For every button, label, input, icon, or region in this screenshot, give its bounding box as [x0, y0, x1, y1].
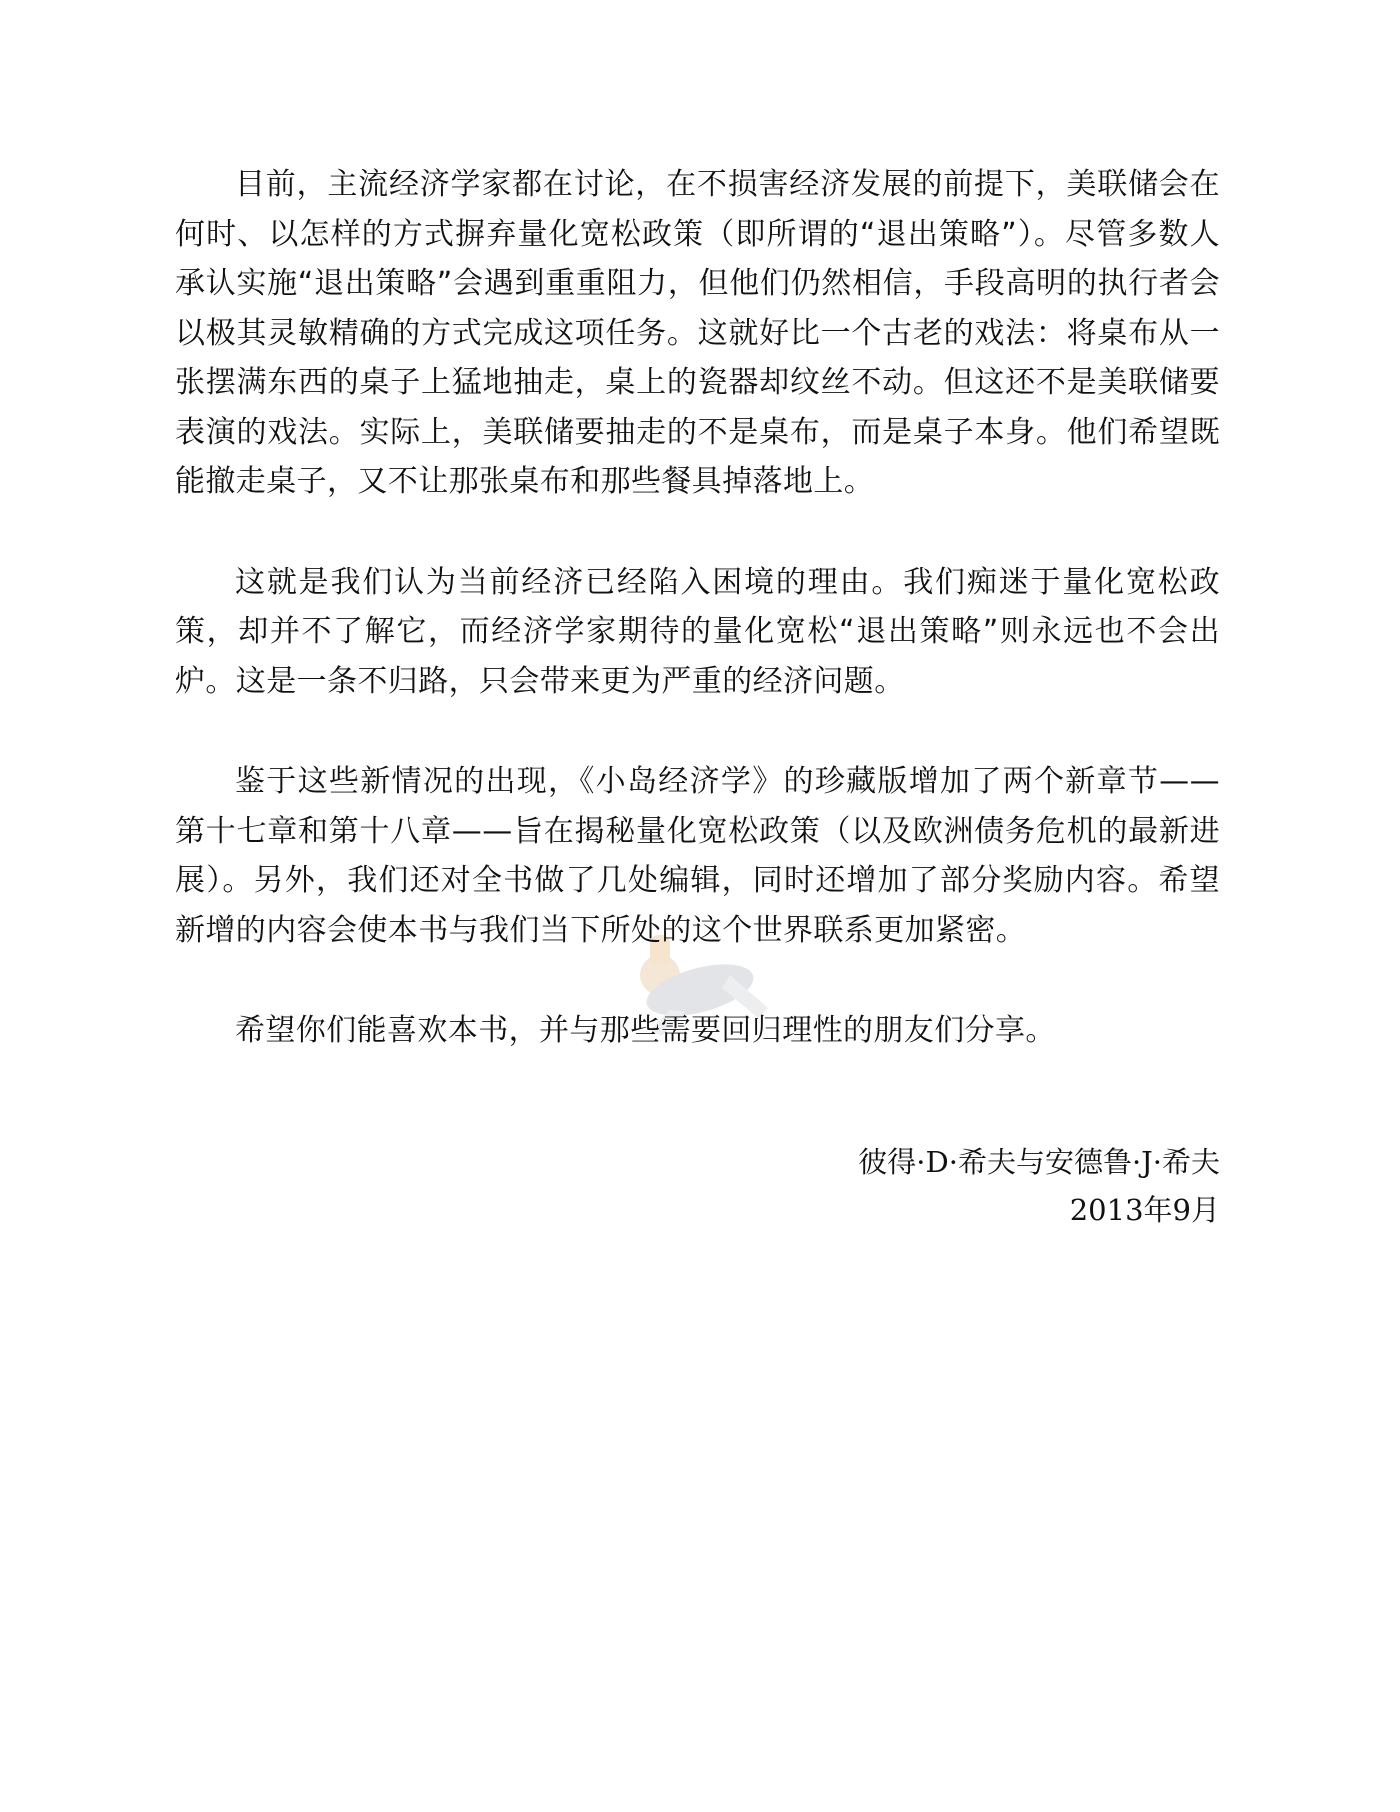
paragraph-4: 希望你们能喜欢本书，并与那些需要回归理性的朋友们分享。 — [235, 1013, 1056, 1048]
signature-date: 2013年9月 — [1069, 1193, 1220, 1227]
paragraph-3: 鉴于这些新情况的出现，《小岛经济学》的珍藏版增加了两个新章节——第十七章和第十八章——旨在揭秘量化宽松政策（以及欧洲债务危机的最新进展）。另外，我们还对全书做了几处编辑，同时还增加了部分奖励内容。希望新增的内容会使本书与我们当下所处的这个世界联系更加紧密。 — [175, 764, 1220, 948]
signature-authors: 彼得·D·希夫与安德鲁·J·希夫 — [858, 1145, 1220, 1179]
paragraph-1: 目前，主流经济学家都在讨论，在不损害经济发展的前提下，美联储会在何时、以怎样的方式摒弃量化宽松政策（即所谓的“退出策略”）。尽管多数人承认实施“退出策略”会遇到重重阻力，但他们仍然相信，手段高明的执行者会以极其灵敏精确的方式完成这项任务。这就好比一个古老的戏法：将桌布从一张摆满东西的桌子上猛地抽走，桌上的瓷器却纹丝不动。但这还不是美联储要表演的戏法。实际上，美联储要抽走的不是桌布，而是桌子本身。他们希望既能撤走桌子，又不让那张桌布和那些餐具掉落地上。 — [175, 167, 1220, 499]
paragraph-2: 这就是我们认为当前经济已经陷入困境的理由。我们痴迷于量化宽松政策，却并不了解它，而经济学家期待的量化宽松“退出策略”则永远也不会出炉。这是一条不归路，只会带来更为严重的经济问题。 — [175, 564, 1220, 699]
